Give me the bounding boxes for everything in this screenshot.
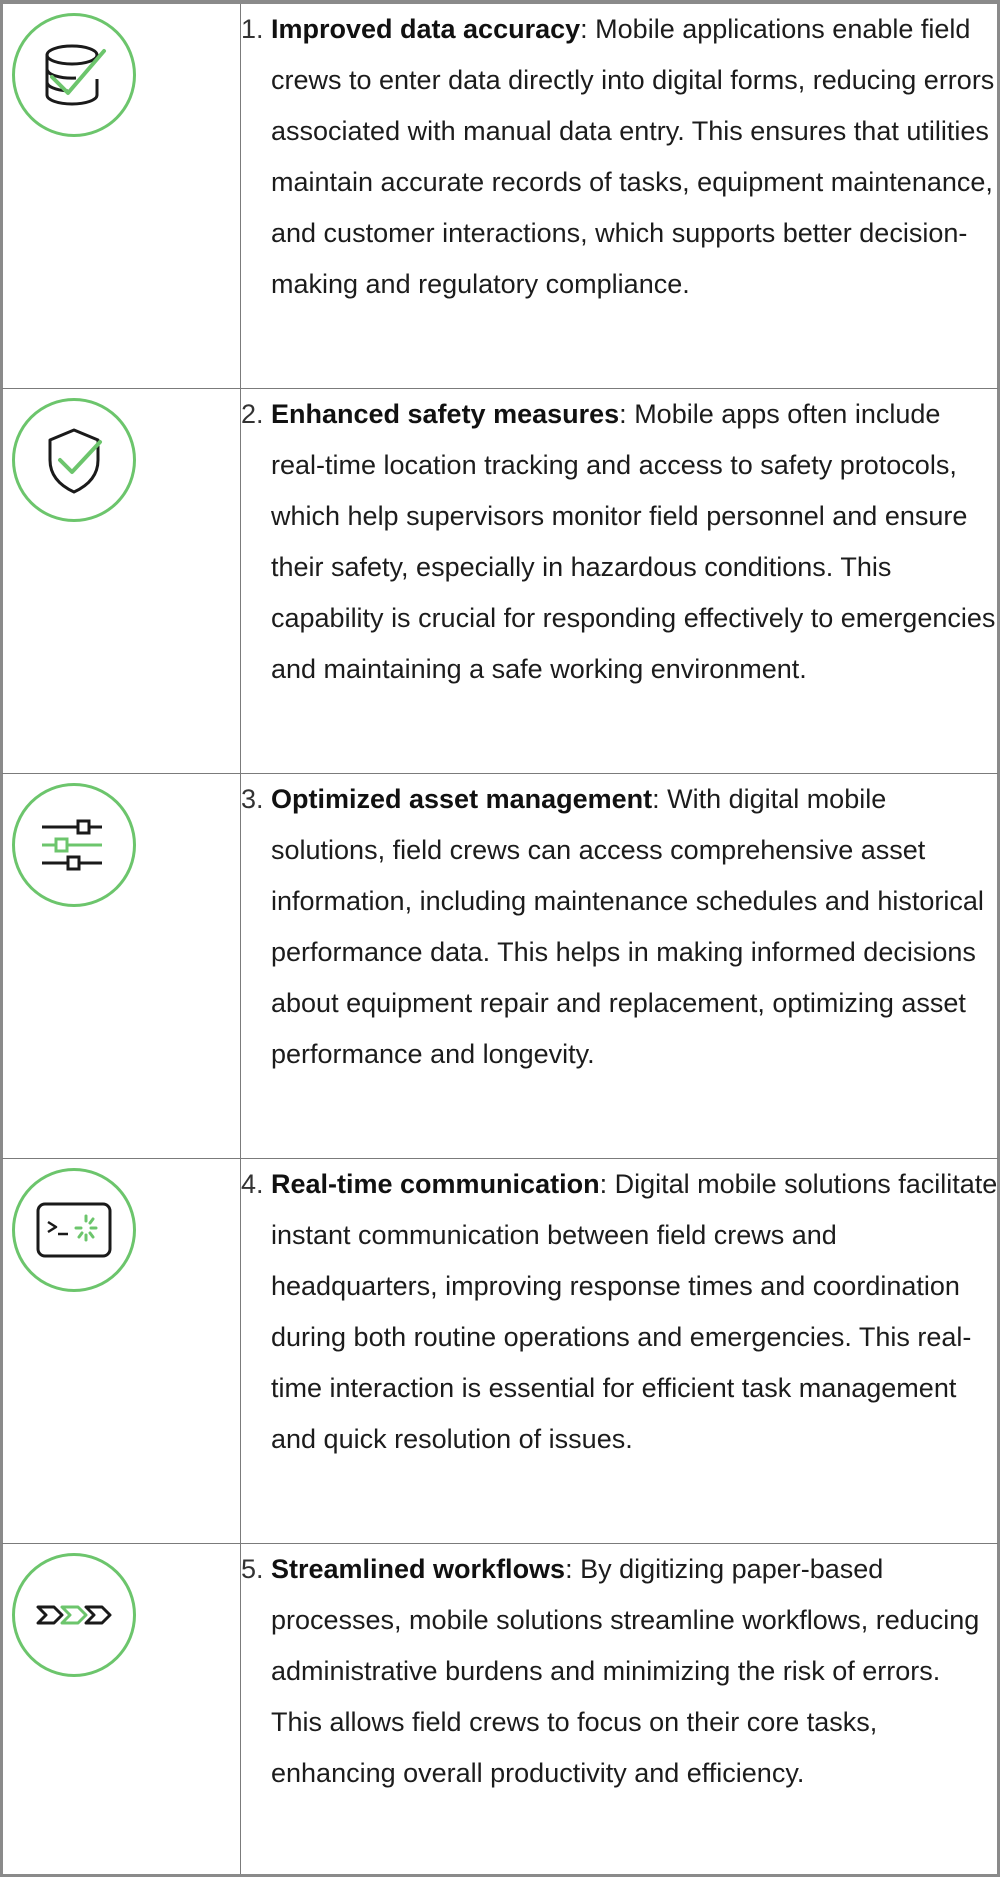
item-term: Real-time communication [271, 1169, 600, 1199]
text-cell [241, 1159, 999, 1544]
item-number: 4. [241, 1169, 264, 1199]
icon-cell [2, 1159, 241, 1544]
benefits-table [2, 4, 998, 1874]
icon-badge [12, 783, 136, 907]
item-term: Streamlined workflows [271, 1554, 566, 1584]
database-check-icon [32, 33, 116, 117]
item-number: 3. [241, 784, 264, 814]
text-cell [241, 774, 999, 1159]
text-cell [241, 1544, 999, 1875]
icon-cell [2, 774, 241, 1159]
item-term: Enhanced safety measures [271, 399, 620, 429]
item-separator: : [652, 784, 660, 814]
sliders-icon [32, 803, 116, 887]
item-separator: : [565, 1554, 573, 1584]
item-description: Mobile apps often include real-time location tracking and access to safety protocols, which help supervisors monitor field personnel and ensure their safety, especially in hazardous conditions. This capability is crucial for responding effectively to emergencies and maintaining a safe working environment. [271, 399, 996, 684]
item-description: Mobile applications enable field crews to enter data directly into digital forms, reducing errors associated with manual data entry. This ensures that utilities maintain accurate records of tasks, equipment maintenance, and customer interactions, which supports better decision-making and regulatory compliance. [271, 14, 995, 299]
table-row [2, 1544, 998, 1875]
item-description: Digital mobile solutions facilitate instant communication between field crews and headquarters, improving response times and coordination during both routine operations and emergencies. This real-time interaction is essential for efficient task management and quick resolution of issues. [271, 1169, 998, 1454]
item-separator: : [580, 14, 588, 44]
item-number: 2. [241, 399, 264, 429]
icon-badge [12, 1168, 136, 1292]
item-term: Improved data accuracy [271, 14, 581, 44]
list-item [241, 1544, 998, 1799]
icon-cell [2, 4, 241, 389]
list-item [241, 1159, 998, 1465]
item-number: 1. [241, 14, 264, 44]
shield-check-icon [32, 418, 116, 502]
item-separator: : [599, 1169, 608, 1199]
table-row [2, 1159, 998, 1544]
table-row [2, 4, 998, 389]
list-item [241, 774, 998, 1080]
item-description: With digital mobile solutions, field crews can access comprehensive asset information, including maintenance schedules and historical performance data. This helps in making informed decisions about equipment repair and replacement, optimizing asset performance and longevity. [271, 784, 984, 1069]
text-cell [241, 4, 999, 389]
list-item [241, 389, 998, 695]
table-row [2, 389, 998, 774]
item-term: Optimized asset management [271, 784, 653, 814]
icon-cell [2, 389, 241, 774]
item-separator: : [619, 399, 627, 429]
list-item [241, 4, 998, 310]
text-cell [241, 389, 999, 774]
item-number: 5. [241, 1554, 264, 1584]
terminal-loading-icon [32, 1188, 116, 1272]
icon-badge [12, 1553, 136, 1677]
icon-badge [12, 13, 136, 137]
icon-cell [2, 1544, 241, 1875]
item-description: By digitizing paper-based processes, mobile solutions streamline workflows, reducing administrative burdens and minimizing the risk of errors. This allows field crews to focus on their core tasks, enhancing overall productivity and efficiency. [271, 1554, 980, 1788]
chevrons-workflow-icon [32, 1573, 116, 1657]
icon-badge [12, 398, 136, 522]
table-row [2, 774, 998, 1159]
